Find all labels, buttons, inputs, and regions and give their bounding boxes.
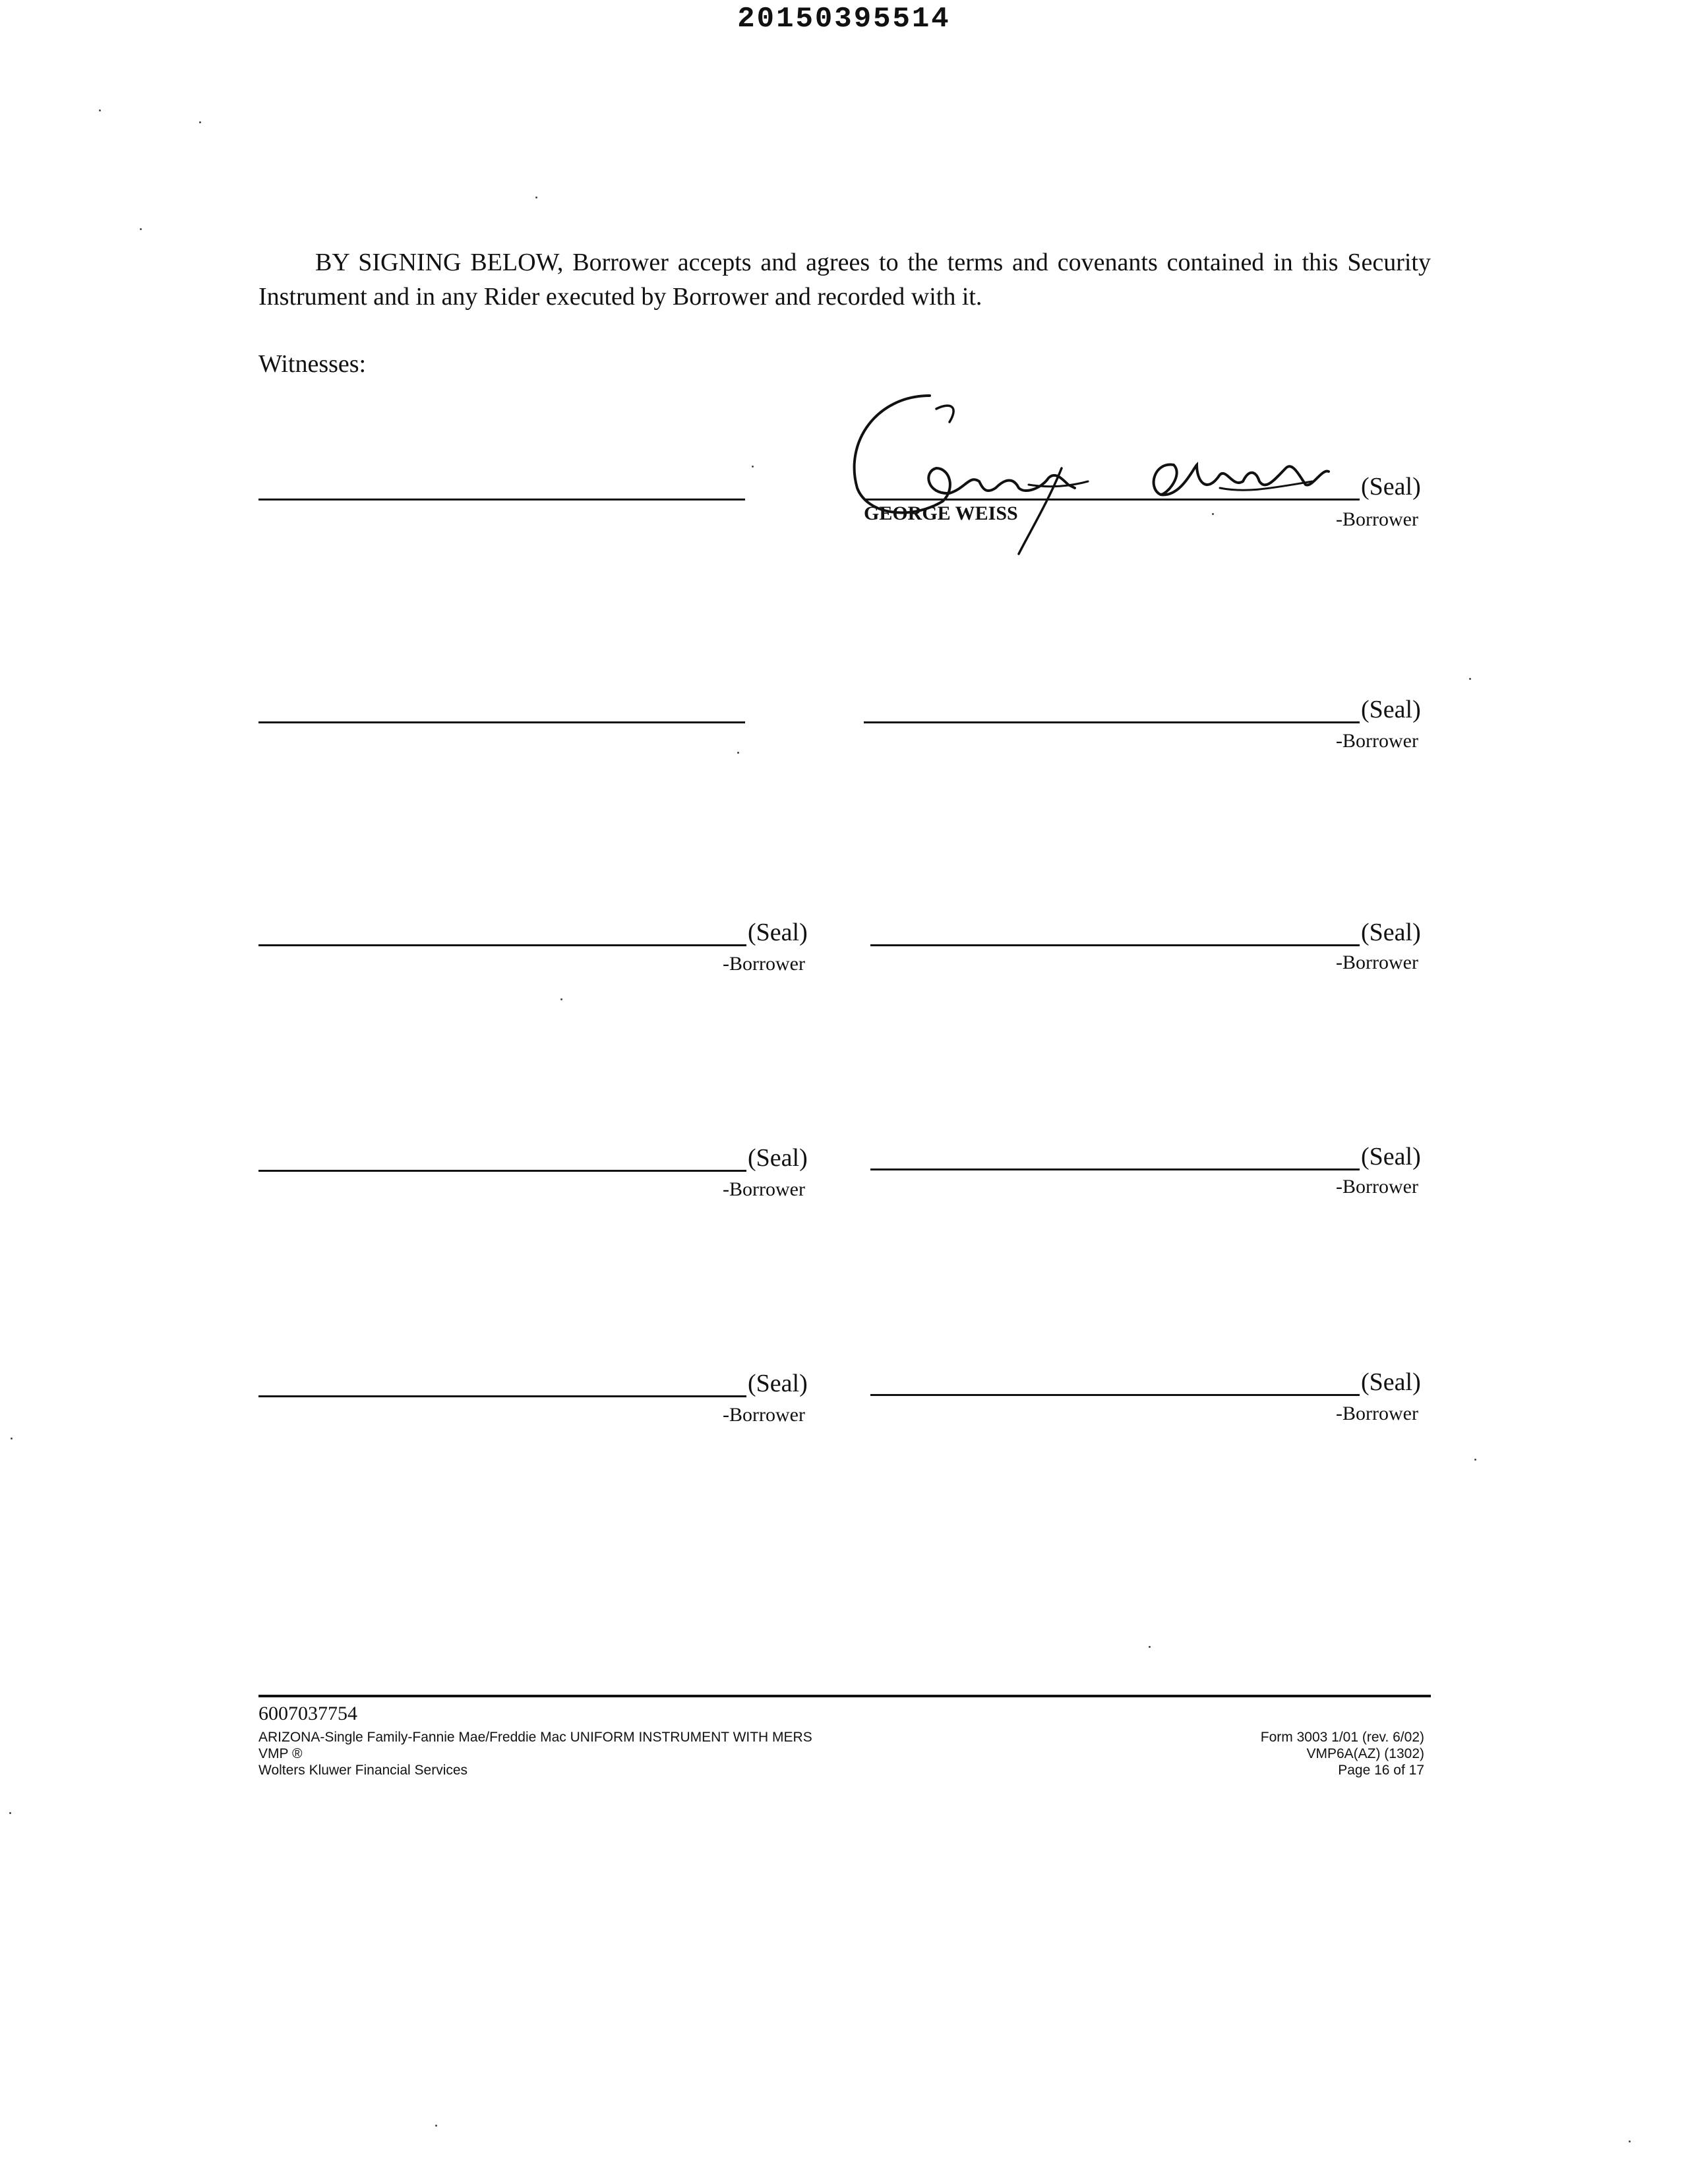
borrower-caption: -Borrower (1336, 1403, 1418, 1424)
footer-instrument-title: ARIZONA-Single Family-Fannie Mae/Freddie Mac UNIFORM INSTRUMENT WITH MERS (258, 1730, 812, 1745)
seal-label: (Seal) (748, 919, 808, 946)
seal-label: (Seal) (748, 1144, 808, 1172)
scan-speck (535, 197, 537, 198)
borrower-signature-line-2 (864, 721, 1360, 723)
borrower-caption: -Borrower (1336, 508, 1418, 530)
scan-speck (99, 109, 101, 111)
scan-speck (11, 1438, 13, 1440)
borrower-signature (851, 389, 1365, 561)
footer-form-info (1147, 1729, 1424, 1778)
scan-speck (560, 998, 562, 1000)
borrower-signature-line-7 (258, 1395, 746, 1397)
borrower-caption: -Borrower (1336, 730, 1418, 752)
scan-speck (9, 1812, 11, 1814)
scan-speck (1212, 513, 1214, 515)
footer-publisher: Wolters Kluwer Financial Services (258, 1763, 468, 1778)
footer-page-number: Page 16 of 17 (1338, 1763, 1424, 1778)
seal-label: (Seal) (1361, 696, 1421, 723)
witness-signature-line-1 (258, 499, 745, 501)
signing-statement (258, 245, 1431, 314)
borrower-signature-line-6 (870, 1168, 1360, 1170)
recording-number: 20150395514 (737, 3, 951, 36)
signing-statement-text: BY SIGNING BELOW, Borrower accepts and agrees to the terms and covenants contained in this Security Instrument and in any Rider executed by Borrower and recorded with it. (258, 249, 1431, 311)
borrower-printed-name: GEORGE WEISS (864, 502, 1018, 524)
footer-divider (258, 1695, 1431, 1697)
footer-vmp-mark: VMP ® (258, 1746, 303, 1761)
scan-speck (1469, 678, 1471, 680)
seal-label: (Seal) (1361, 1143, 1421, 1170)
scan-speck (1474, 1459, 1476, 1461)
loan-number: 6007037754 (258, 1703, 357, 1724)
seal-label: (Seal) (1361, 1368, 1421, 1396)
scan-speck (435, 2125, 437, 2127)
seal-label: (Seal) (1361, 473, 1421, 501)
borrower-signature-line-3 (258, 944, 746, 946)
scan-speck (752, 466, 754, 468)
witnesses-label: Witnesses: (258, 350, 367, 378)
borrower-signature-line-5 (258, 1170, 746, 1172)
borrower-signature-line-8 (870, 1394, 1360, 1396)
scan-speck (1149, 1646, 1151, 1648)
witness-signature-line-2 (258, 721, 745, 723)
seal-label: (Seal) (748, 1370, 808, 1397)
borrower-caption: -Borrower (1336, 952, 1418, 973)
footer-form-description (258, 1729, 812, 1778)
scan-speck (140, 228, 142, 230)
scan-speck (199, 121, 201, 123)
borrower-signature-line-4 (870, 944, 1360, 946)
scan-speck (737, 752, 739, 754)
scan-speck (1629, 2140, 1631, 2142)
seal-label: (Seal) (1361, 919, 1421, 946)
borrower-caption: -Borrower (723, 1404, 805, 1426)
footer-form-code: VMP6A(AZ) (1302) (1306, 1746, 1424, 1761)
footer-form-number: Form 3003 1/01 (rev. 6/02) (1260, 1730, 1424, 1745)
borrower-caption: -Borrower (723, 1178, 805, 1200)
borrower-caption: -Borrower (1336, 1176, 1418, 1198)
borrower-caption: -Borrower (723, 953, 805, 975)
